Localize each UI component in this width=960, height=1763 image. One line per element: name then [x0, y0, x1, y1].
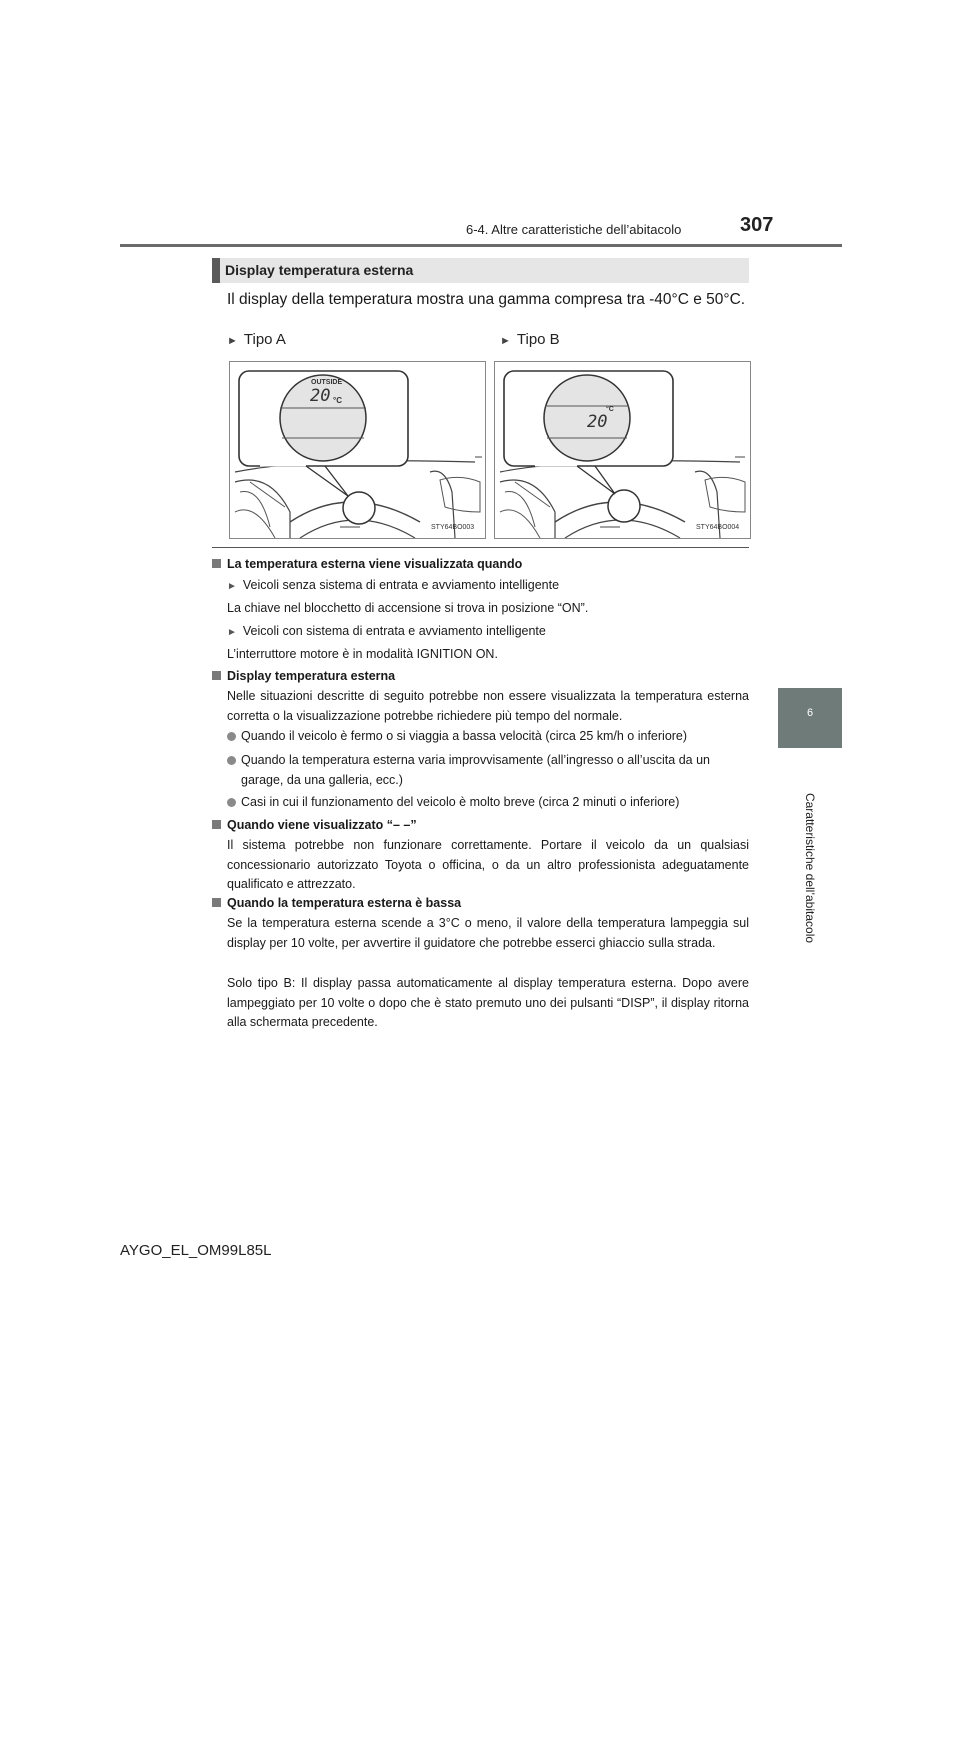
variant-label-a [227, 331, 286, 348]
page-number: 307 [740, 214, 774, 236]
paragraph: L’interruttore motore è in modalità IGNITION ON. [227, 647, 498, 661]
heading-dashes [212, 818, 417, 832]
figure-code-b: STY64BO004 [696, 524, 740, 531]
paragraph: Il sistema potrebbe non funzionare correttamente. Portare il veicolo da un qualsiasi concessionario autorizzato Toyota o officina, o da un altro professionista adeguatamente qualificato e attrezzato. [227, 838, 749, 891]
heading-text: Quando viene visualizzato “– –” [227, 818, 417, 832]
triangle-icon: ► [227, 581, 237, 592]
heading-shown-when [212, 557, 522, 571]
section-title-bar [212, 258, 220, 283]
paragraph: La chiave nel blocchetto di accensione si trova in posizione “ON”. [227, 601, 589, 615]
sub-heading-2 [227, 624, 546, 638]
list-item [227, 751, 749, 790]
list-item-text: Casi in cui il funzionamento del veicolo è molto breve (circa 2 minuti o inferiore) [241, 795, 680, 809]
circle-bullet-icon [227, 756, 236, 765]
section-header: 6-4. Altre caratteristiche dell’abitacolo [466, 222, 682, 237]
circle-bullet-icon [227, 798, 236, 807]
heading-display [212, 669, 395, 683]
figure-code-a: STY64BO003 [431, 524, 475, 531]
list-item-text: Quando il veicolo è fermo o si viaggia a bassa velocità (circa 25 km/h o inferiore) [241, 729, 688, 743]
paragraph: Se la temperatura esterna scende a 3°C o meno, il valore della temperatura lampeggia sul display per 10 volte, per avvertire il guidatore che potrebbe esserci ghiaccio sulla strada. [227, 916, 749, 950]
display-unit-a: °C [333, 396, 342, 405]
intro-text: Il display della temperatura mostra una gamma compresa tra -40°C e 50°C. [227, 291, 746, 308]
chapter-rail [778, 748, 842, 1763]
display-caption: OUTSIDE [311, 379, 343, 386]
sub-heading-1 [227, 578, 559, 592]
paragraph: Solo tipo B: Il display passa automaticamente al display temperatura esterna. Dopo avere lampeggiato per 10 volte o dopo che è stato premuto uno dei pulsanti “DISP”, il display ritorna alla schermata precedente. [227, 976, 749, 1029]
heading-text: Display temperatura esterna [227, 669, 396, 683]
circle-bullet-icon [227, 732, 236, 741]
triangle-icon: ► [500, 335, 511, 347]
sub-text: Veicoli senza sistema di entrata e avviamento intelligente [242, 578, 560, 592]
triangle-icon: ► [227, 335, 238, 347]
square-bullet-icon [212, 559, 221, 568]
section-title-box [212, 258, 749, 283]
figure-type-b [494, 361, 751, 539]
dashboard-illustration-a [230, 362, 485, 538]
chapter-tab [778, 688, 842, 748]
square-bullet-icon [212, 898, 221, 907]
variant-b-text: Tipo B [516, 331, 560, 348]
header-divider [120, 244, 842, 247]
display-value-a: 20 [310, 386, 331, 406]
dashboard-illustration-b [495, 362, 750, 538]
chapter-title: Caratteristiche dell’abitacolo [803, 792, 817, 944]
sub-text: Veicoli con sistema di entrata e avviamento intelligente [242, 624, 546, 638]
variant-label-b [500, 331, 560, 348]
list-item [227, 793, 749, 813]
paragraph: Nelle situazioni descritte di seguito potrebbe non essere visualizzata la temperatura esterna corretta o la visualizzazione potrebbe richiedere più tempo del normale. [227, 689, 749, 723]
variant-a-text: Tipo A [243, 331, 286, 348]
list-item [227, 727, 749, 747]
list-item-text: Quando la temperatura esterna varia improvvisamente (all’ingresso o all’uscita da un garage, da una galleria, ecc.) [241, 753, 710, 787]
chapter-number: 6 [806, 707, 814, 719]
heading-text: Quando la temperatura esterna è bassa [227, 896, 462, 910]
heading-text: La temperatura esterna viene visualizzata quando [227, 557, 523, 571]
display-unit-b: °C [606, 406, 614, 413]
figure-type-a [229, 361, 486, 539]
section-title: Display temperatura esterna [225, 262, 414, 278]
display-value-b: 20 [587, 412, 608, 432]
triangle-icon: ► [227, 627, 237, 638]
document-code: AYGO_EL_OM99L85L [120, 1242, 272, 1259]
heading-low-temp [212, 896, 461, 910]
square-bullet-icon [212, 671, 221, 680]
square-bullet-icon [212, 820, 221, 829]
figure-divider [212, 547, 749, 548]
